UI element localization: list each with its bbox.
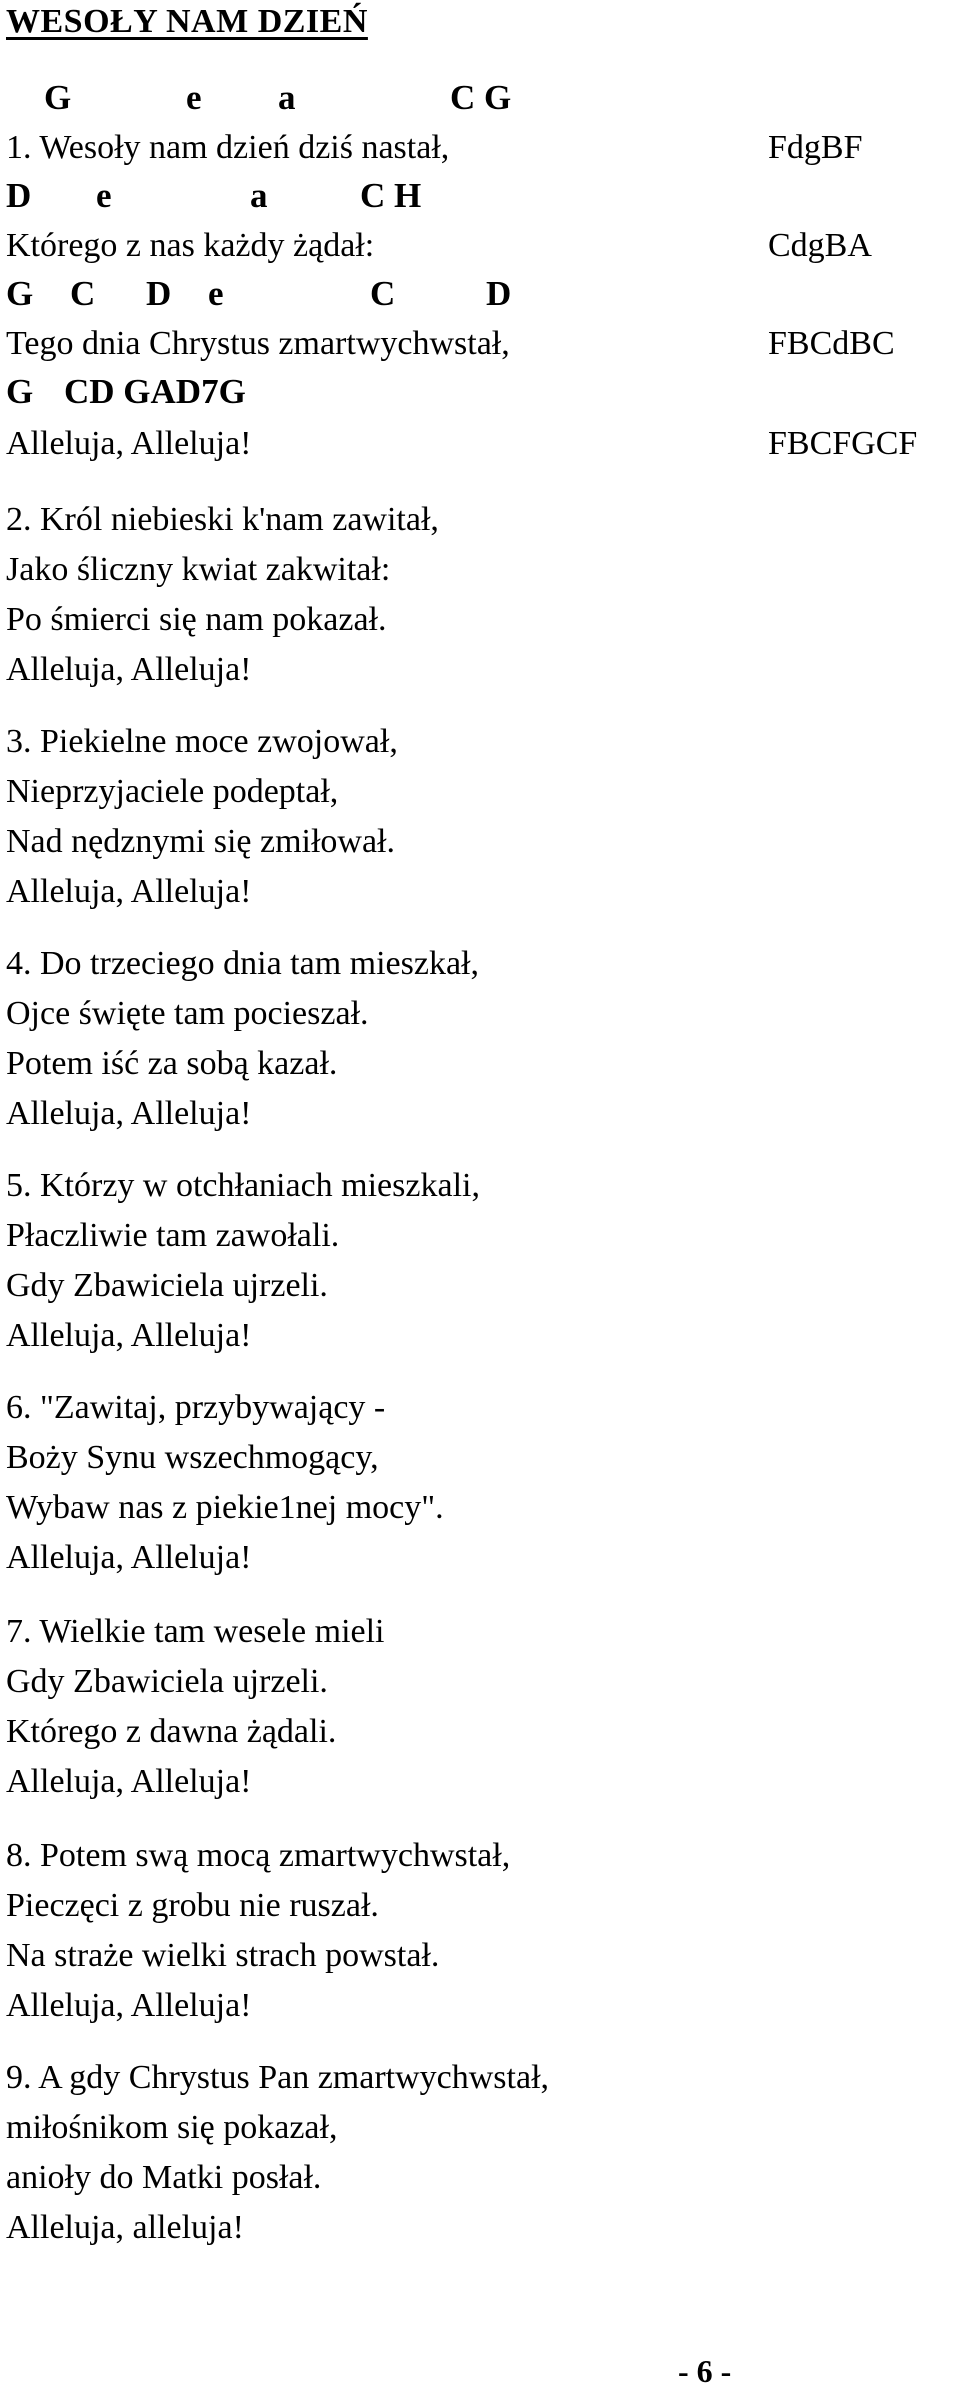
lyric-line: 9. A gdy Chrystus Pan zmartwychwstał, — [6, 2059, 550, 2096]
song-title: WESOŁY NAM DZIEŃ — [6, 3, 368, 40]
page-number: - 6 - — [678, 2353, 732, 2389]
chord: G — [6, 372, 34, 411]
chord: D — [146, 274, 172, 313]
chord: D — [486, 274, 512, 313]
lyric-line: 1. Wesoły nam dzień dziś nastał, — [6, 129, 450, 166]
lyric-line: 6. "Zawitaj, przybywający - — [6, 1389, 386, 1426]
chord: C G — [450, 78, 512, 117]
lyric-line: 8. Potem swą mocą zmartwychwstał, — [6, 1837, 511, 1874]
lyric-line: Wybaw nas z piekie1nej mocy". — [6, 1489, 444, 1526]
lyric-line: Alleluja, Alleluja! — [6, 1987, 252, 2024]
lyric-line: Ojce święte tam pocieszał. — [6, 995, 369, 1032]
lyric-line: Pieczęci z grobu nie ruszał. — [6, 1887, 379, 1924]
lyric-line: Boży Synu wszechmogący, — [6, 1439, 379, 1476]
chord: CD GAD7G — [64, 372, 246, 411]
lyric-line: 4. Do trzeciego dnia tam mieszkał, — [6, 945, 479, 982]
lyric-line: Potem iść za sobą kazał. — [6, 1045, 338, 1082]
lyric-line: Gdy Zbawiciela ujrzeli. — [6, 1663, 328, 1700]
lyric-line: 2. Król niebieski k'nam zawitał, — [6, 501, 439, 538]
chord: C — [370, 274, 396, 313]
chord: G — [44, 78, 72, 117]
chord: C H — [360, 176, 422, 215]
lyric-line: Gdy Zbawiciela ujrzeli. — [6, 1267, 328, 1304]
chord: C — [70, 274, 96, 313]
lyric-line: Alleluja, Alleluja! — [6, 425, 252, 462]
lyric-line: miłośnikom się pokazał, — [6, 2109, 338, 2146]
lyric-line: 3. Piekielne moce zwojował, — [6, 723, 398, 760]
chord: e — [96, 176, 112, 215]
lyric-line: Jako śliczny kwiat zakwitał: — [6, 551, 391, 588]
chord: e — [186, 78, 202, 117]
chord: G — [6, 274, 34, 313]
lyric-line: 5. Którzy w otchłaniach mieszkali, — [6, 1167, 480, 1204]
lyric-line: Alleluja, Alleluja! — [6, 1539, 252, 1576]
lyric-line: Tego dnia Chrystus zmartwychwstał, — [6, 325, 510, 362]
chord: e — [208, 274, 224, 313]
lyric-line: Nad nędznymi się zmiłował. — [6, 823, 396, 860]
chord: a — [250, 176, 268, 215]
lyric-line: 7. Wielkie tam wesele mieli — [6, 1613, 385, 1650]
lyric-line: Alleluja, Alleluja! — [6, 1095, 252, 1132]
lyric-line: Którego z nas każdy żądał: — [6, 227, 375, 264]
lyric-line: Alleluja, alleluja! — [6, 2209, 244, 2246]
melody-notes: FBCFGCF — [768, 425, 918, 462]
lyric-line: Płaczliwie tam zawołali. — [6, 1217, 340, 1254]
lyric-line: Alleluja, Alleluja! — [6, 651, 252, 688]
melody-notes: FBCdBC — [768, 325, 895, 362]
lyric-line: Alleluja, Alleluja! — [6, 1763, 252, 1800]
lyric-line: anioły do Matki posłał. — [6, 2159, 322, 2196]
chord: a — [278, 78, 296, 117]
lyric-line: Nieprzyjaciele podeptał, — [6, 773, 339, 810]
lyric-line: Którego z dawna żądali. — [6, 1713, 337, 1750]
lyric-line: Alleluja, Alleluja! — [6, 873, 252, 910]
lyric-line: Alleluja, Alleluja! — [6, 1317, 252, 1354]
melody-notes: FdgBF — [768, 129, 863, 166]
lyric-line: Po śmierci się nam pokazał. — [6, 601, 387, 638]
melody-notes: CdgBA — [768, 227, 872, 264]
chord: D — [6, 176, 32, 215]
lyric-line: Na straże wielki strach powstał. — [6, 1937, 440, 1974]
